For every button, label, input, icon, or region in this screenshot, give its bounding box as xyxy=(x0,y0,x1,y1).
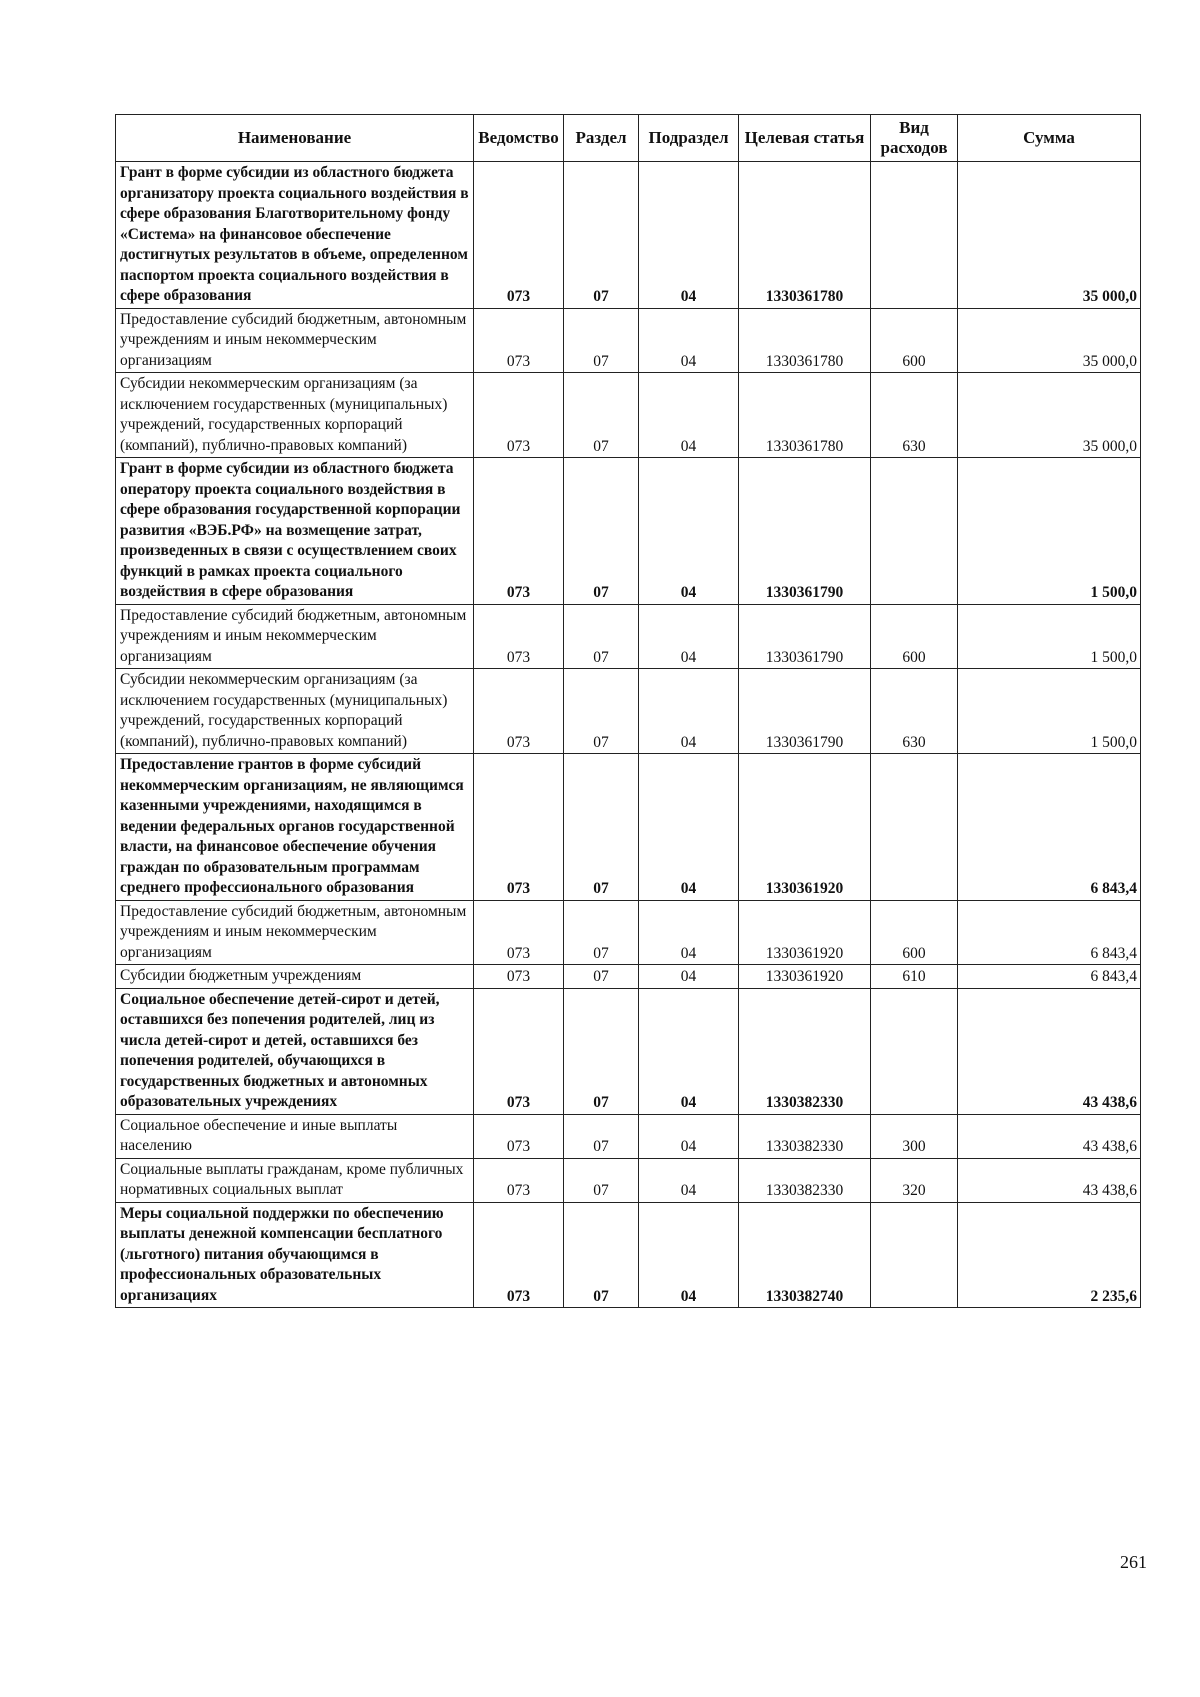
name-cell: Грант в форме субсидии из областного бюджета организатору проекта социального воздействия в сфере образования Благотворительному фонду «Система» на финансовое обеспечение достигнутых результатов в объеме, определенном паспортом проекта социального воздействия в сфере образования xyxy=(116,162,474,309)
summa-cell: 6 843,4 xyxy=(958,900,1141,965)
vedomstvo-cell: 073 xyxy=(474,162,564,309)
summa-cell: 2 235,6 xyxy=(958,1202,1141,1308)
vid-rashodov-cell xyxy=(871,1202,958,1308)
name-cell: Социальное обеспечение и иные выплаты населению xyxy=(116,1114,474,1158)
summa-cell: 43 438,6 xyxy=(958,1158,1141,1202)
celevaya-statya-cell: 1330361780 xyxy=(739,162,871,309)
vid-rashodov-cell: 600 xyxy=(871,900,958,965)
vid-rashodov-cell: 320 xyxy=(871,1158,958,1202)
razdel-cell: 07 xyxy=(564,458,639,605)
podrazdel-cell: 04 xyxy=(639,754,739,901)
budget-table xyxy=(115,114,1141,1308)
summa-cell: 43 438,6 xyxy=(958,1114,1141,1158)
summa-cell: 1 500,0 xyxy=(958,458,1141,605)
vid-rashodov-cell xyxy=(871,162,958,309)
podrazdel-cell: 04 xyxy=(639,308,739,373)
razdel-cell: 07 xyxy=(564,373,639,458)
celevaya-statya-cell: 1330361780 xyxy=(739,308,871,373)
celevaya-statya-cell: 1330361920 xyxy=(739,965,871,989)
razdel-cell: 07 xyxy=(564,988,639,1114)
table-row xyxy=(116,900,1141,965)
vedomstvo-cell: 073 xyxy=(474,1158,564,1202)
name-cell: Субсидии некоммерческим организациям (за исключением государственных (муниципальных) учреждений, государственных корпораций (компаний), публично-правовых компаний) xyxy=(116,669,474,754)
table-row xyxy=(116,1158,1141,1202)
summa-cell: 6 843,4 xyxy=(958,965,1141,989)
header-razdel: Раздел xyxy=(564,115,639,162)
vid-rashodov-cell xyxy=(871,458,958,605)
podrazdel-cell: 04 xyxy=(639,1202,739,1308)
name-cell: Предоставление субсидий бюджетным, автономным учреждениям и иным некоммерческим организациям xyxy=(116,308,474,373)
razdel-cell: 07 xyxy=(564,308,639,373)
summa-cell: 35 000,0 xyxy=(958,373,1141,458)
vedomstvo-cell: 073 xyxy=(474,1202,564,1308)
table-row xyxy=(116,669,1141,754)
podrazdel-cell: 04 xyxy=(639,988,739,1114)
vedomstvo-cell: 073 xyxy=(474,669,564,754)
name-cell: Социальные выплаты гражданам, кроме публичных нормативных социальных выплат xyxy=(116,1158,474,1202)
vid-rashodov-cell: 610 xyxy=(871,965,958,989)
name-cell: Грант в форме субсидии из областного бюджета оператору проекта социального воздействия в сфере образования государственной корпорации развития «ВЭБ.РФ» на возмещение затрат, произведенных в связи с осуществлением своих функций в рамках проекта социального воздействия в сфере образования xyxy=(116,458,474,605)
podrazdel-cell: 04 xyxy=(639,373,739,458)
table-header-row xyxy=(116,115,1141,162)
table-row xyxy=(116,373,1141,458)
vedomstvo-cell: 073 xyxy=(474,754,564,901)
razdel-cell: 07 xyxy=(564,1202,639,1308)
table-row xyxy=(116,965,1141,989)
table-row-bold xyxy=(116,1202,1141,1308)
header-vedomstvo: Ведомство xyxy=(474,115,564,162)
podrazdel-cell: 04 xyxy=(639,1114,739,1158)
name-cell: Предоставление субсидий бюджетным, автономным учреждениям и иным некоммерческим организациям xyxy=(116,604,474,669)
razdel-cell: 07 xyxy=(564,669,639,754)
vedomstvo-cell: 073 xyxy=(474,604,564,669)
header-celevaya-statya: Целевая статья xyxy=(739,115,871,162)
razdel-cell: 07 xyxy=(564,900,639,965)
podrazdel-cell: 04 xyxy=(639,1158,739,1202)
celevaya-statya-cell: 1330361790 xyxy=(739,458,871,605)
vid-rashodov-cell: 630 xyxy=(871,373,958,458)
celevaya-statya-cell: 1330382740 xyxy=(739,1202,871,1308)
table-row xyxy=(116,308,1141,373)
razdel-cell: 07 xyxy=(564,604,639,669)
vedomstvo-cell: 073 xyxy=(474,308,564,373)
vedomstvo-cell: 073 xyxy=(474,458,564,605)
name-cell: Субсидии некоммерческим организациям (за исключением государственных (муниципальных) учреждений, государственных корпораций (компаний), публично-правовых компаний) xyxy=(116,373,474,458)
header-summa: Сумма xyxy=(958,115,1141,162)
table-row xyxy=(116,1114,1141,1158)
podrazdel-cell: 04 xyxy=(639,965,739,989)
celevaya-statya-cell: 1330361790 xyxy=(739,669,871,754)
page-number: 261 xyxy=(1120,1552,1147,1572)
name-cell: Меры социальной поддержки по обеспечению выплаты денежной компенсации бесплатного (льготного) питания обучающимся в профессиональных образовательных организациях xyxy=(116,1202,474,1308)
name-cell: Предоставление грантов в форме субсидий некоммерческим организациям, не являющимся казенными учреждениями, находящимся в ведении федеральных органов государственной власти, на финансовое обеспечение обучения граждан по образовательным программам среднего профессионального образования xyxy=(116,754,474,901)
header-vid-rashodov: Вид расходов xyxy=(871,115,958,162)
razdel-cell: 07 xyxy=(564,1158,639,1202)
table-body xyxy=(116,162,1141,1308)
celevaya-statya-cell: 1330361780 xyxy=(739,373,871,458)
vid-rashodov-cell: 300 xyxy=(871,1114,958,1158)
summa-cell: 35 000,0 xyxy=(958,162,1141,309)
razdel-cell: 07 xyxy=(564,162,639,309)
razdel-cell: 07 xyxy=(564,965,639,989)
name-cell: Предоставление субсидий бюджетным, автономным учреждениям и иным некоммерческим организациям xyxy=(116,900,474,965)
vid-rashodov-cell xyxy=(871,988,958,1114)
vedomstvo-cell: 073 xyxy=(474,900,564,965)
celevaya-statya-cell: 1330361920 xyxy=(739,754,871,901)
summa-cell: 1 500,0 xyxy=(958,669,1141,754)
razdel-cell: 07 xyxy=(564,754,639,901)
celevaya-statya-cell: 1330382330 xyxy=(739,1114,871,1158)
vedomstvo-cell: 073 xyxy=(474,373,564,458)
name-cell: Субсидии бюджетным учреждениям xyxy=(116,965,474,989)
razdel-cell: 07 xyxy=(564,1114,639,1158)
summa-cell: 43 438,6 xyxy=(958,988,1141,1114)
celevaya-statya-cell: 1330361790 xyxy=(739,604,871,669)
podrazdel-cell: 04 xyxy=(639,162,739,309)
vedomstvo-cell: 073 xyxy=(474,988,564,1114)
summa-cell: 35 000,0 xyxy=(958,308,1141,373)
podrazdel-cell: 04 xyxy=(639,669,739,754)
summa-cell: 1 500,0 xyxy=(958,604,1141,669)
celevaya-statya-cell: 1330382330 xyxy=(739,988,871,1114)
table-row-bold xyxy=(116,458,1141,605)
table-row-bold xyxy=(116,754,1141,901)
podrazdel-cell: 04 xyxy=(639,604,739,669)
table-row-bold xyxy=(116,988,1141,1114)
table-row-bold xyxy=(116,162,1141,309)
vid-rashodov-cell: 600 xyxy=(871,308,958,373)
name-cell: Социальное обеспечение детей-сирот и детей, оставшихся без попечения родителей, лиц из числа детей-сирот и детей, оставшихся без попечения родителей, обучающихся в государственных бюджетных и автономных образовательных учреждениях xyxy=(116,988,474,1114)
vid-rashodov-cell: 630 xyxy=(871,669,958,754)
celevaya-statya-cell: 1330382330 xyxy=(739,1158,871,1202)
header-podrazdel: Подраздел xyxy=(639,115,739,162)
celevaya-statya-cell: 1330361920 xyxy=(739,900,871,965)
header-name: Наименование xyxy=(116,115,474,162)
vid-rashodov-cell: 600 xyxy=(871,604,958,669)
summa-cell: 6 843,4 xyxy=(958,754,1141,901)
vid-rashodov-cell xyxy=(871,754,958,901)
table-row xyxy=(116,604,1141,669)
vedomstvo-cell: 073 xyxy=(474,1114,564,1158)
podrazdel-cell: 04 xyxy=(639,458,739,605)
podrazdel-cell: 04 xyxy=(639,900,739,965)
vedomstvo-cell: 073 xyxy=(474,965,564,989)
